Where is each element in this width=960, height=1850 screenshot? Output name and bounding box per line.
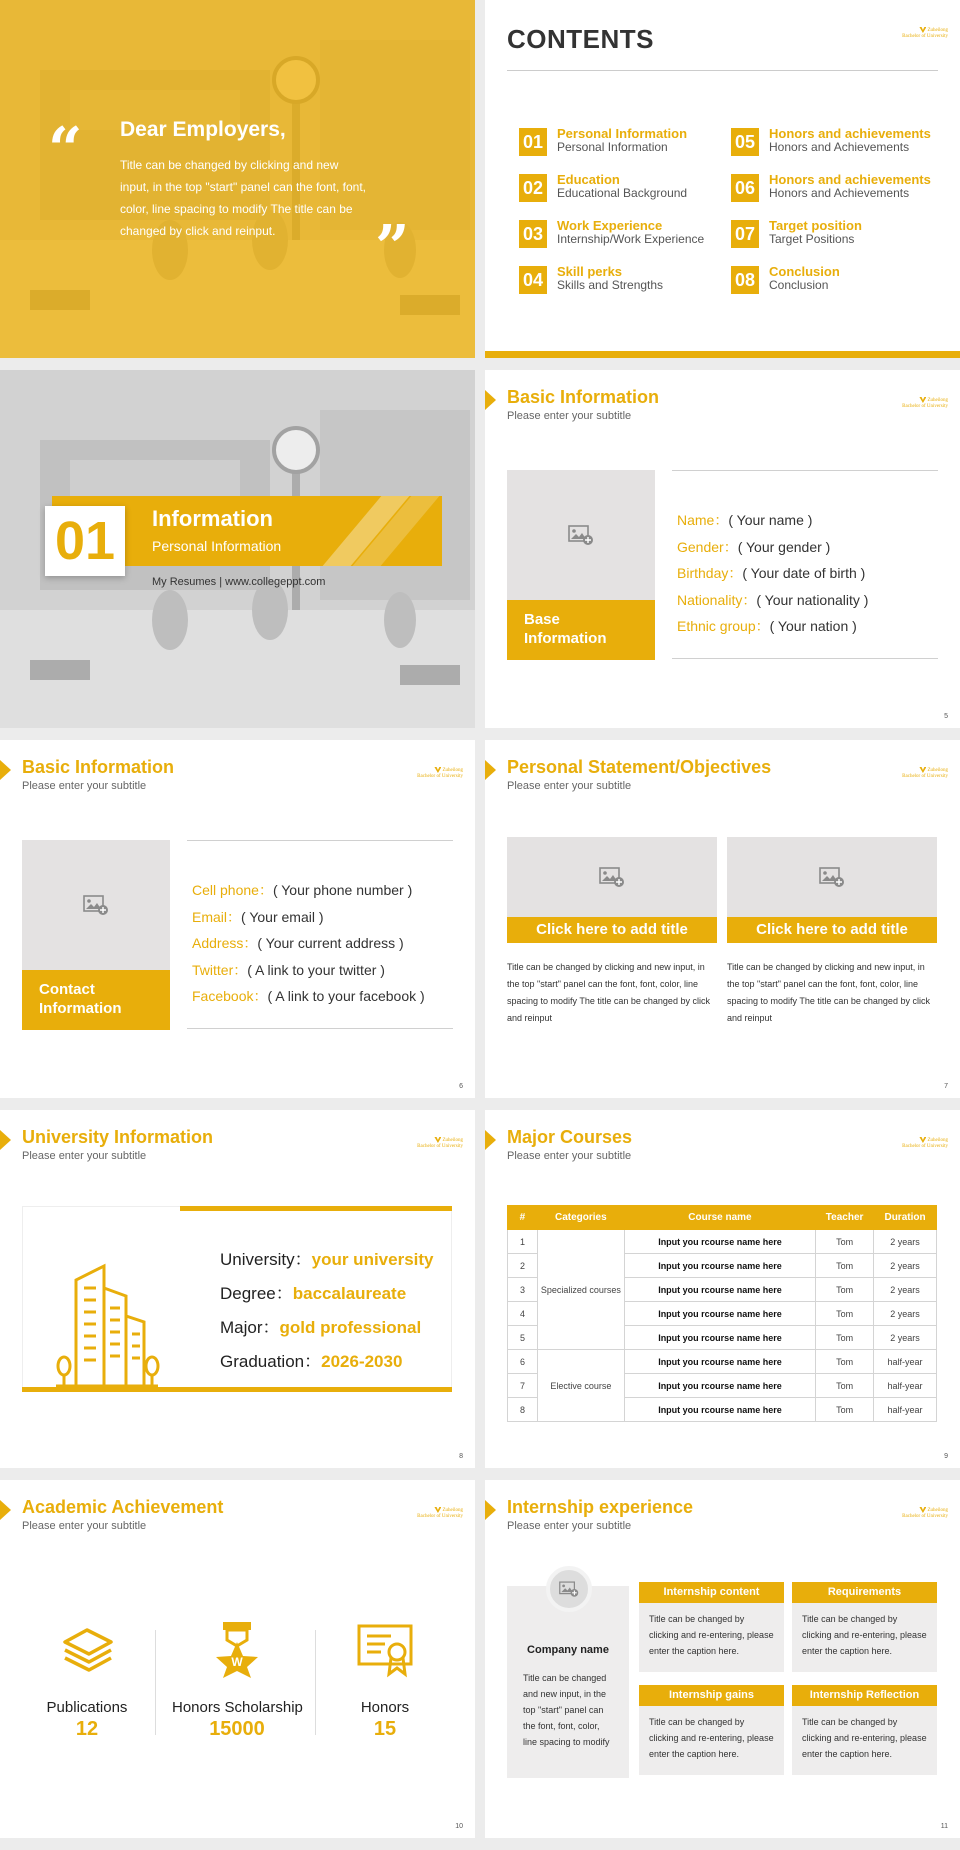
section-subtitle: Personal Information	[152, 538, 282, 554]
logo-mark-icon	[434, 1507, 441, 1513]
info-row: Nationality：( Your nationality )	[677, 591, 869, 608]
university-logo: Zuheilong Bachelor of University	[417, 1138, 463, 1150]
info-row: Email：( Your email )	[192, 908, 324, 925]
achievement-item: Publications 12	[22, 1620, 152, 1741]
divider	[187, 1028, 453, 1029]
image-placeholder[interactable]	[507, 470, 655, 600]
title-marker	[485, 1500, 496, 1520]
page-number: 7	[944, 1083, 948, 1090]
company-text: Title can be changed and new input, in the top "start" panel can the font, font, color, line spacing to modify	[523, 1673, 610, 1747]
company-card[interactable]	[507, 1586, 629, 1778]
logo-mark-icon	[919, 27, 926, 33]
slide-major-courses[interactable]	[485, 1110, 960, 1468]
university-logo: Zuheilong Bachelor of University	[417, 1508, 463, 1520]
slide-dear-employers[interactable]	[0, 0, 475, 358]
info-row: Major：gold professional	[220, 1318, 422, 1337]
slide-contact-information[interactable]	[0, 740, 475, 1098]
info-row: University：your university	[220, 1250, 434, 1269]
achievement-item: W Honors Scholarship 15000	[172, 1620, 302, 1741]
university-logo: Zuheilong Bachelor of University	[902, 1138, 948, 1150]
buildings-icon	[52, 1258, 162, 1388]
title-marker	[0, 1500, 11, 1520]
slide-subtitle: Please enter your subtitle	[22, 1520, 147, 1532]
table-row: 3 Input you rcourse name here Tom 2 years	[508, 1278, 937, 1302]
internship-box: Internship content Title can be changed by clicking and re-entering, please enter the caption here.	[639, 1582, 784, 1672]
company-name: Company name	[527, 1644, 609, 1656]
divider	[672, 658, 938, 659]
contents-item[interactable]: 02 Education Educational Background	[519, 172, 739, 204]
logo-mark-icon	[434, 767, 441, 773]
university-logo: Zuheilong Bachelor of University	[902, 1508, 948, 1520]
table-row: 7 Input you rcourse name here Tom half-year	[508, 1374, 937, 1398]
statement-text: Title can be changed by clicking and new input, in the top "start" panel can the font, font, color, line spacing to modify The title can be changed by click and reinput	[507, 962, 710, 1023]
table-header: # Categories Course name Teacher Duration	[508, 1206, 937, 1230]
company-image-placeholder[interactable]	[546, 1566, 592, 1612]
courses-table	[507, 1205, 937, 1422]
slide-academic-achievement[interactable]	[0, 1480, 475, 1838]
statement-text: Title can be changed by clicking and new input, in the top "start" panel can the font, font, color, line spacing to modify The title can be changed by click and reinput	[727, 962, 930, 1023]
category-cell: Specialized courses	[537, 1230, 624, 1350]
divider	[315, 1630, 316, 1735]
open-quote-icon: “	[48, 115, 83, 185]
table-row: 5 Input you rcourse name here Tom 2 years	[508, 1326, 937, 1350]
slide-basic-information[interactable]	[485, 370, 960, 728]
slide-section-information[interactable]	[0, 370, 475, 728]
contents-item[interactable]: 01 Personal Information Personal Information	[519, 126, 739, 158]
info-list	[677, 510, 868, 643]
info-row: Twitter：( A link to your twitter )	[192, 961, 385, 978]
divider	[672, 470, 938, 471]
info-row: Gender：( Your gender )	[677, 538, 831, 555]
slide-title: Dear Employers,	[120, 118, 286, 141]
add-image-icon	[819, 866, 845, 888]
slide-contents[interactable]	[485, 0, 960, 358]
info-row: Degree：baccalaureate	[220, 1284, 407, 1303]
table-row: 2 Input you rcourse name here Tom 2 years	[508, 1254, 937, 1278]
image-placeholder[interactable]	[727, 837, 937, 917]
category-cell: Elective course	[537, 1350, 624, 1422]
info-row: Address：( Your current address )	[192, 935, 404, 951]
slide-subtitle: Please enter your subtitle	[507, 410, 632, 422]
contents-item[interactable]: 06 Honors and achievements Honors and Achievements	[731, 172, 951, 204]
table-row: 6 Elective course Input you rcourse name here Tom half-year	[508, 1350, 937, 1374]
university-logo: Zuheilong Bachelor of University	[902, 398, 948, 410]
slide-subtitle: Please enter your subtitle	[507, 1150, 632, 1162]
slide-university-information[interactable]	[0, 1110, 475, 1468]
title-marker	[485, 760, 496, 780]
internship-box: Requirements Title can be changed by clicking and re-entering, please enter the caption here.	[792, 1582, 937, 1672]
info-list	[192, 880, 425, 1013]
university-logo: Zuheilong Bachelor of University	[902, 768, 948, 780]
page-number: 8	[459, 1453, 463, 1460]
close-quote-icon: ”	[375, 213, 410, 283]
slide-title: Basic Information	[507, 387, 660, 407]
contents-item[interactable]: 04 Skill perks Skills and Strengths	[519, 264, 739, 296]
add-image-icon	[83, 894, 109, 916]
add-title-button[interactable]: Click here to add title	[507, 917, 717, 943]
divider	[155, 1630, 156, 1735]
info-row: Birthday：( Your date of birth )	[677, 565, 866, 581]
page-number: 10	[455, 1823, 463, 1830]
info-row: Graduation：2026-2030	[220, 1352, 403, 1371]
slide-body-text: Title can be changed by clicking and new input, in the top "start" panel can the font, font, color, line spacing to modify The title can be changed by click and reinput.	[120, 158, 367, 238]
slide-title: Academic Achievement	[22, 1497, 224, 1517]
logo-mark-icon	[919, 1137, 926, 1143]
slide-subtitle: Please enter your subtitle	[22, 780, 147, 792]
contents-item[interactable]: 08 Conclusion Conclusion	[731, 264, 951, 296]
divider	[187, 840, 453, 841]
statement-card[interactable]	[727, 837, 937, 1027]
contents-item[interactable]: 07 Target position Target Positions	[731, 218, 951, 250]
title-marker	[0, 1130, 11, 1150]
logo-mark-icon	[434, 1137, 441, 1143]
table-row: 4 Input you rcourse name here Tom 2 years	[508, 1302, 937, 1326]
contents-item[interactable]: 03 Work Experience Internship/Work Experience	[519, 218, 739, 250]
add-image-icon	[599, 866, 625, 888]
table-row: 8 Input you rcourse name here Tom half-year	[508, 1398, 937, 1422]
section-number: 01	[45, 506, 125, 576]
internship-box: Internship gains Title can be changed by clicking and re-entering, please enter the caption here.	[639, 1685, 784, 1775]
info-row: Ethnic group：( Your nation )	[677, 618, 857, 634]
slide-title: Major Courses	[507, 1127, 633, 1147]
info-row: Name：( Your name )	[677, 512, 813, 528]
page-number: 9	[944, 1453, 948, 1460]
card-label: Base Information	[507, 600, 655, 660]
slide-title: University Information	[22, 1127, 214, 1147]
slide-subtitle: Please enter your subtitle	[507, 1520, 632, 1532]
add-title-button[interactable]: Click here to add title	[727, 917, 937, 943]
svg-text:W: W	[231, 1655, 243, 1669]
slide-subtitle: Please enter your subtitle	[507, 780, 632, 792]
info-card[interactable]	[507, 470, 655, 660]
logo-mark-icon	[919, 767, 926, 773]
title-marker	[0, 760, 11, 780]
info-row: Facebook：( A link to your facebook )	[192, 988, 425, 1004]
page-number: 5	[944, 713, 948, 720]
info-card[interactable]	[22, 840, 170, 1030]
divider	[507, 70, 938, 71]
books-icon	[57, 1620, 117, 1680]
title-marker	[485, 390, 496, 410]
achievement-item: Honors 15	[320, 1620, 450, 1741]
slide-title: Internship experience	[507, 1497, 694, 1517]
medal-icon	[207, 1620, 267, 1680]
page-number: 11	[940, 1823, 948, 1830]
page-number: 6	[459, 1083, 463, 1090]
university-logo: Zuheilong Bachelor of University	[902, 28, 948, 40]
statement-card[interactable]	[507, 837, 717, 1027]
bottom-accent-bar	[485, 351, 960, 358]
slide-subtitle: Please enter your subtitle	[22, 1150, 147, 1162]
add-image-icon	[559, 1581, 579, 1598]
add-image-icon	[568, 524, 594, 546]
internship-box: Internship Reflection Title can be changed by clicking and re-entering, please enter the caption here.	[792, 1685, 937, 1775]
image-placeholder[interactable]	[507, 837, 717, 917]
image-placeholder[interactable]	[22, 840, 170, 970]
section-title: Information	[152, 506, 273, 531]
slide-title: Basic Information	[22, 757, 175, 777]
contents-title: CONTENTS	[507, 24, 654, 54]
university-logo: Zuheilong Bachelor of University	[417, 768, 463, 780]
info-row: Cell phone：( Your phone number )	[192, 882, 413, 898]
logo-mark-icon	[919, 1507, 926, 1513]
slide-personal-statement[interactable]	[485, 740, 960, 1098]
title-marker	[485, 1130, 496, 1150]
section-url: My Resumes | www.collegeppt.com	[152, 576, 326, 588]
card-label: Contact Information	[22, 970, 170, 1030]
certificate-icon	[355, 1620, 415, 1680]
logo-mark-icon	[919, 397, 926, 403]
slide-internship-experience[interactable]	[485, 1480, 960, 1838]
accent-bar	[180, 1206, 452, 1211]
slide-title: Personal Statement/Objectives	[507, 757, 772, 777]
table-row: 1 Specialized courses Input you rcourse name here Tom 2 years	[508, 1230, 937, 1254]
contents-item[interactable]: 05 Honors and achievements Honors and Achievements	[731, 126, 951, 158]
